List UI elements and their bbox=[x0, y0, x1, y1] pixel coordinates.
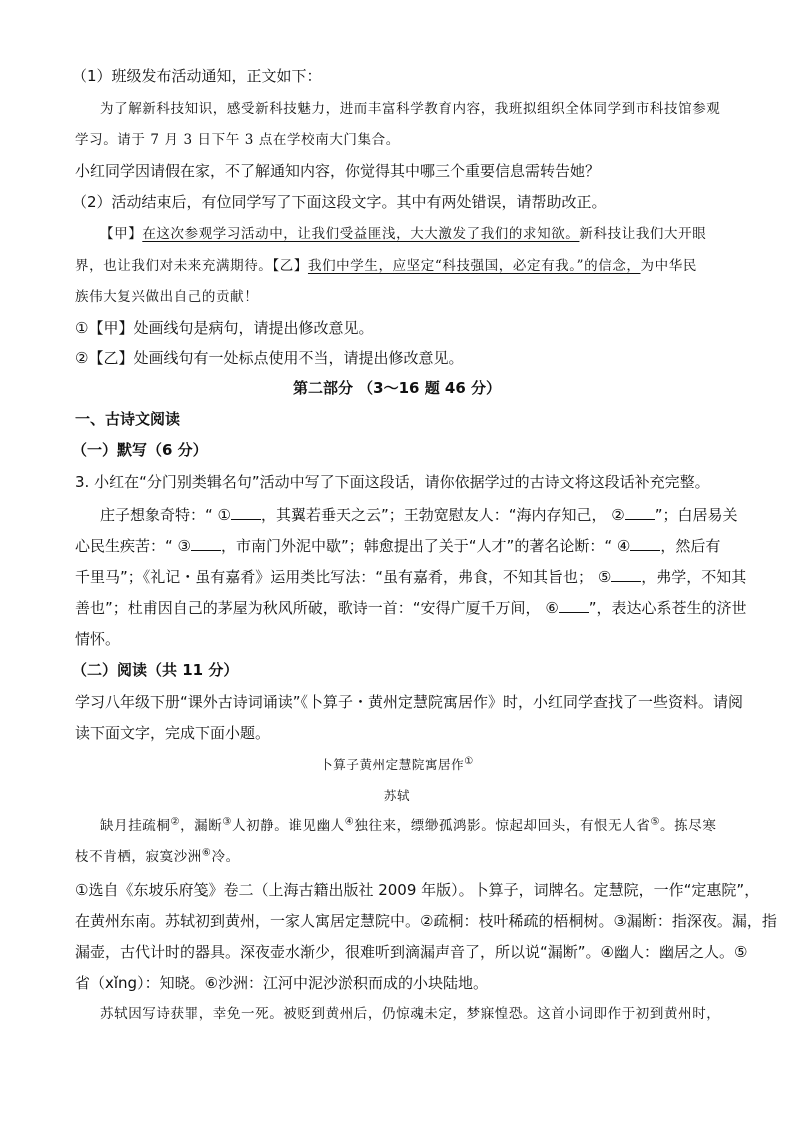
passage-line-2-end: 为中华民 bbox=[640, 258, 697, 274]
part-2-title: 第二部分 （3～16 题 46 分） bbox=[292, 379, 502, 397]
notes-line-3: 漏壶，古代计时的器具。深夜壶水渐少，很难听到滴漏声音了，所以说“漏断”。④幽人：幽居之人。⑤ bbox=[75, 943, 748, 961]
question-1-label: （1）班级发布活动通知，正文如下： bbox=[72, 67, 322, 85]
fill-blank-6[interactable] bbox=[559, 598, 589, 613]
poem-text: 。拣尽寒 bbox=[660, 818, 717, 834]
question-3-line-3 bbox=[75, 567, 746, 587]
passage-line-2-start: 界，也让我们对未来充满期待。 bbox=[75, 258, 273, 274]
passage-line-3: 族伟大复兴做出自己的贡献！ bbox=[75, 289, 259, 305]
poem-text: 人初静。谁见幽人 bbox=[231, 818, 345, 834]
q3-text: 善也”；杜甫因自己的茅屋为秋风所破，歌诗一首：“安得广厦千万间， ⑥ bbox=[75, 599, 559, 617]
yi-underlined-sentence: 我们中学生，应坚定“科技强国，必定有我。”的信念， bbox=[307, 258, 641, 274]
sub-question-1: ①【甲】处画线句是病句，请提出修改意见。 bbox=[75, 319, 374, 337]
sub-question-2: ②【乙】处画线句有一处标点使用不当，请提出修改意见。 bbox=[75, 349, 464, 367]
fill-blank-3[interactable] bbox=[191, 536, 221, 551]
poem-line-2 bbox=[75, 847, 240, 867]
reading-title: （二）阅读（共 11 分） bbox=[72, 661, 239, 679]
q3-text: ”；白居易关 bbox=[654, 506, 738, 524]
question-2-label: （2）活动结束后，有位同学写了下面这段文字。其中有两处错误，请帮助改正。 bbox=[72, 193, 607, 211]
poem-title-text: 卜算子黄州定慧院寓居作 bbox=[320, 757, 465, 772]
dictation-title: （一）默写（6 分） bbox=[72, 441, 208, 459]
fill-blank-1[interactable] bbox=[231, 505, 261, 520]
question-3-line-4 bbox=[75, 598, 747, 618]
fill-blank-5[interactable] bbox=[611, 567, 641, 582]
poem-title bbox=[0, 755, 794, 775]
notes-line-1: ①选自《东坡乐府笺》卷二（上海古籍出版社 2009 年版）。卜算子，词牌名。定慧院，一作“定惠院”， bbox=[75, 881, 760, 899]
poem-text: 冷。 bbox=[211, 849, 240, 865]
note-mark: ⑥ bbox=[201, 847, 212, 859]
notes-line-4: 省（xǐng）：知晓。⑥沙洲：江河中泥沙淤积而成的小块陆地。 bbox=[75, 974, 489, 992]
q3-text: 千里马”；《礼记・虽有嘉肴》运用类比写法：“虽有嘉肴，弗食，不知其旨也； ⑤ bbox=[75, 568, 612, 586]
q3-text: 心民生疾苦：“ ③ bbox=[75, 537, 191, 555]
q3-text: ，其翼若垂天之云”；王勃宽慰友人：“海内存知己， ② bbox=[261, 506, 625, 524]
jia-rest: 新科技让我们大开眼 bbox=[579, 226, 707, 242]
question-3-intro: 3. 小红在“分门别类辑名句”活动中写了下面这段话，请你依据学过的古诗文将这段话补充完整。 bbox=[75, 473, 710, 491]
poem-author: 苏轼 bbox=[383, 788, 411, 803]
notes-line-2: 在黄州东南。苏轼初到黄州，一家人寓居定慧院中。②疏桐：枝叶稀疏的梧桐树。③漏断：指深夜。漏，指 bbox=[75, 912, 777, 930]
q3-text: ，弗学，不知其 bbox=[641, 568, 747, 586]
notice-text-line-2: 学习。请于 7 月 3 日下午 3 点在学校南大门集合。 bbox=[75, 132, 400, 148]
passage-line-2 bbox=[75, 256, 697, 276]
reading-intro-line-1: 学习八年级下册“课外古诗词诵读”《卜算子・黄州定慧院寓居作》时，小红同学查找了一些资料。请阅 bbox=[75, 693, 744, 711]
note-mark: ④ bbox=[344, 816, 355, 828]
yi-tag: 【乙】 bbox=[272, 258, 308, 274]
note-mark: ② bbox=[170, 816, 181, 828]
fill-blank-2[interactable] bbox=[625, 505, 655, 520]
background-text-line: 苏轼因写诗获罪，幸免一死。被贬到黄州后，仍惊魂未定，梦寐惶恐。这首小词即作于初到黄州时， bbox=[100, 1006, 721, 1022]
section-1-title: 一、古诗文阅读 bbox=[75, 410, 181, 428]
reading-intro-line-2: 读下面文字，完成下面小题。 bbox=[75, 724, 271, 742]
question-1-prompt: 小红同学因请假在家，不了解通知内容，你觉得其中哪三个重要信息需转告她？ bbox=[75, 162, 601, 180]
poem-text: 枝不肯栖，寂寞沙洲 bbox=[75, 849, 202, 865]
poem-text: 缺月挂疏桐 bbox=[100, 818, 171, 834]
poem-text: 独往来，缥缈孤鸿影。惊起却回头，有恨无人省 bbox=[354, 818, 651, 834]
question-3-line-2 bbox=[75, 536, 720, 556]
jia-underlined-sentence: 在这次参观学习活动中，让我们受益匪浅，大大激发了我们的求知欲。 bbox=[142, 226, 580, 242]
q3-text: 庄子想象奇特：“ ① bbox=[100, 506, 231, 524]
poem-text: ，漏断 bbox=[180, 818, 223, 834]
q3-text: ”，表达心系苍生的济世 bbox=[588, 599, 747, 617]
note-mark: ③ bbox=[222, 816, 232, 828]
jia-tag: 【甲】 bbox=[100, 226, 143, 242]
fill-blank-4[interactable] bbox=[630, 536, 660, 551]
question-3-line-5: 情怀。 bbox=[75, 630, 121, 648]
question-3-line-1 bbox=[100, 505, 738, 525]
notice-text-line-1: 为了解新科技知识，感受新科技魅力，进而丰富科学教育内容，我班拟组织全体同学到市科技馆参观 bbox=[100, 101, 721, 117]
poem-title-note-mark: ① bbox=[464, 755, 474, 767]
note-mark: ⑤ bbox=[650, 816, 661, 828]
q3-text: ，市南门外泥中歇”；韩愈提出了关于“人才”的著名论断：“ ④ bbox=[221, 537, 631, 555]
passage-line-1 bbox=[100, 224, 706, 244]
poem-line-1 bbox=[100, 816, 716, 836]
q3-text: ，然后有 bbox=[660, 537, 721, 555]
